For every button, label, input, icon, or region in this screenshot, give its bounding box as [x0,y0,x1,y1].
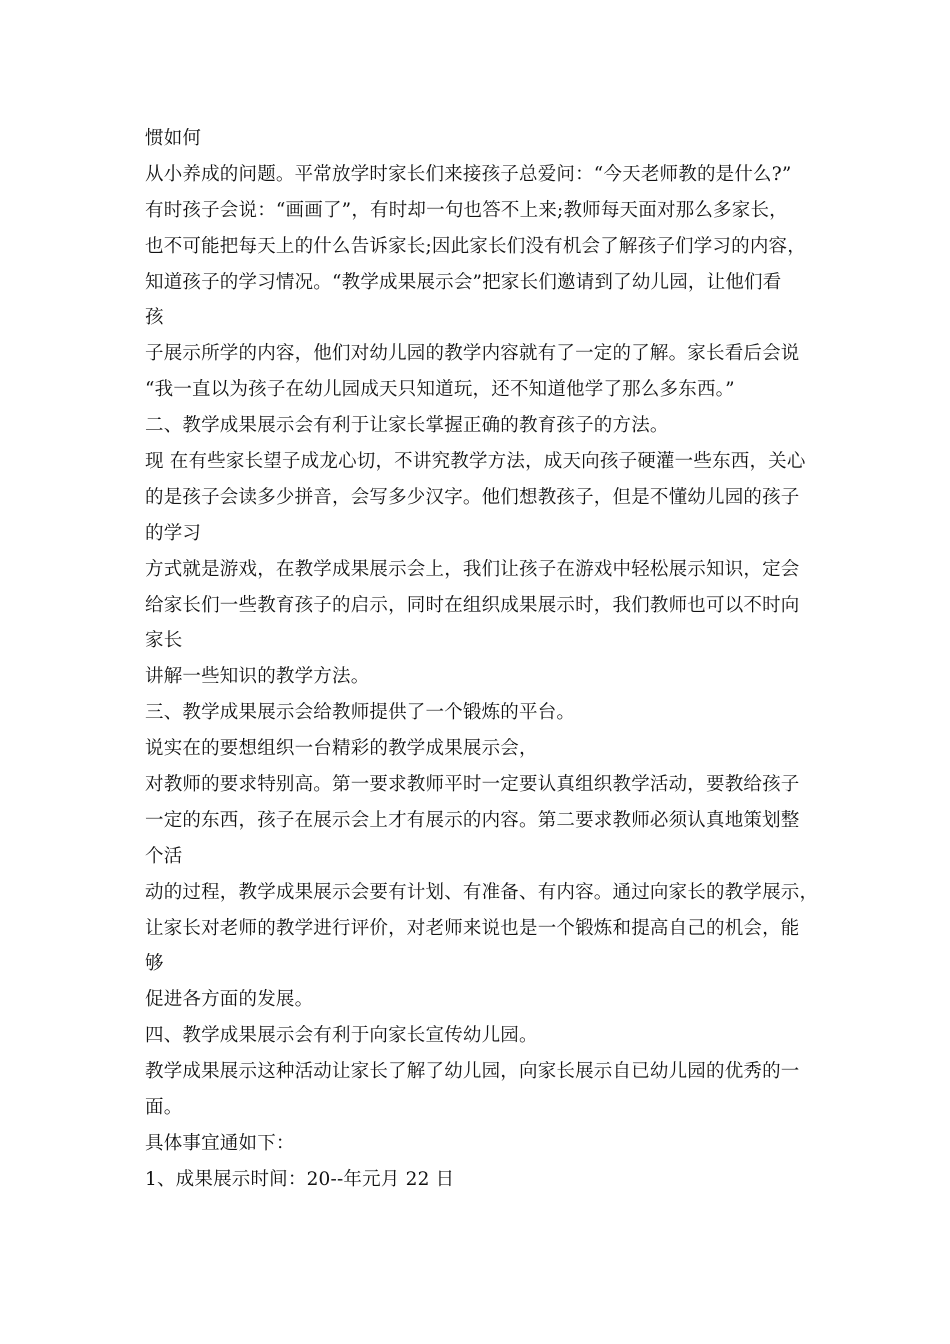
text-line: 促进各方面的发展。 [145,989,314,1011]
text-line: 具体事宜通如下： [145,1132,295,1154]
text-line: 让家长对老师的教学进行评价，对老师来说也是一个锻炼和提高自己的机会，能 [145,917,800,939]
text-line: 知道孩子的学习情况。“教学成果展示会”把家长们邀请到了幼儿园，让他们看 [145,271,782,293]
text-line: 动的过程，教学成果展示会要有计划、有准备、有内容。通过向家长的教学展示， [145,881,819,903]
text-line: 子展示所学的内容，他们对幼儿园的教学内容就有了一定的了解。家长看后会说 [145,343,800,365]
section-heading: 二、教学成果展示会有利于让家长掌握正确的教育孩子的方法。 [145,415,669,437]
text-line: “我一直以为孩子在幼儿园成天只知道玩，还不知道他学了那么多东西。” [145,379,735,401]
section-heading: 四、教学成果展示会有利于向家长宣传幼儿园。 [145,1025,538,1047]
text-line: 惯如何 [145,128,202,149]
text-line: 教学成果展示这种活动让家长了解了幼儿园，向家长展示自已幼儿园的优秀的一 [145,1061,800,1083]
text-line: 对教师的要求特别高。第一要求教师平时一定要认真组织教学活动，要教给孩子 [145,774,800,796]
text-line: 有时孩子会说：“画画了”，有时却一句也答不上来;教师每天面对那么多家长， [145,199,788,221]
text-line: 个活 [145,845,183,867]
text-line: 说实在的要想组织一台精彩的教学成果展示会， [145,738,538,760]
document-body [145,121,825,1198]
text-line: 面。 [145,1097,183,1119]
text-line: 一定的东西，孩子在展示会上才有展示的内容。第二要求教师必须认真地策划整 [145,809,800,831]
text-line: 给家长们一些教育孩子的启示，同时在组织成果展示时，我们教师也可以不时向 [145,594,800,616]
text-line: 现 在有些家长望子成龙心切，不讲究教学方法，成天向孩子硬灌一些东西，关心 [145,451,806,473]
text-line: 够 [145,953,164,975]
text-line: 的学习 [145,522,202,544]
section-heading: 三、教学成果展示会给教师提供了一个锻炼的平台。 [145,702,576,724]
text-line: 也不可能把每天上的什么告诉家长;因此家长们没有机会了解孩子们学习的内容， [145,235,806,257]
text-line: 方式就是游戏，在教学成果展示会上，我们让孩子在游戏中轻松展示知识，定会 [145,558,800,580]
list-item: 1、成果展示时间：20--年元月 22 日 [145,1168,455,1190]
text-line: 家长 [145,630,183,652]
text-line: 孩 [145,307,164,329]
text-line: 的是孩子会读多少拼音，会写多少汉字。他们想教孩子，但是不懂幼儿园的孩子 [145,486,800,508]
text-line: 从小养成的问题。平常放学时家长们来接孩子总爱问：“今天老师教的是什么?” [145,163,792,185]
text-line: 讲解一些知识的教学方法。 [145,666,370,688]
